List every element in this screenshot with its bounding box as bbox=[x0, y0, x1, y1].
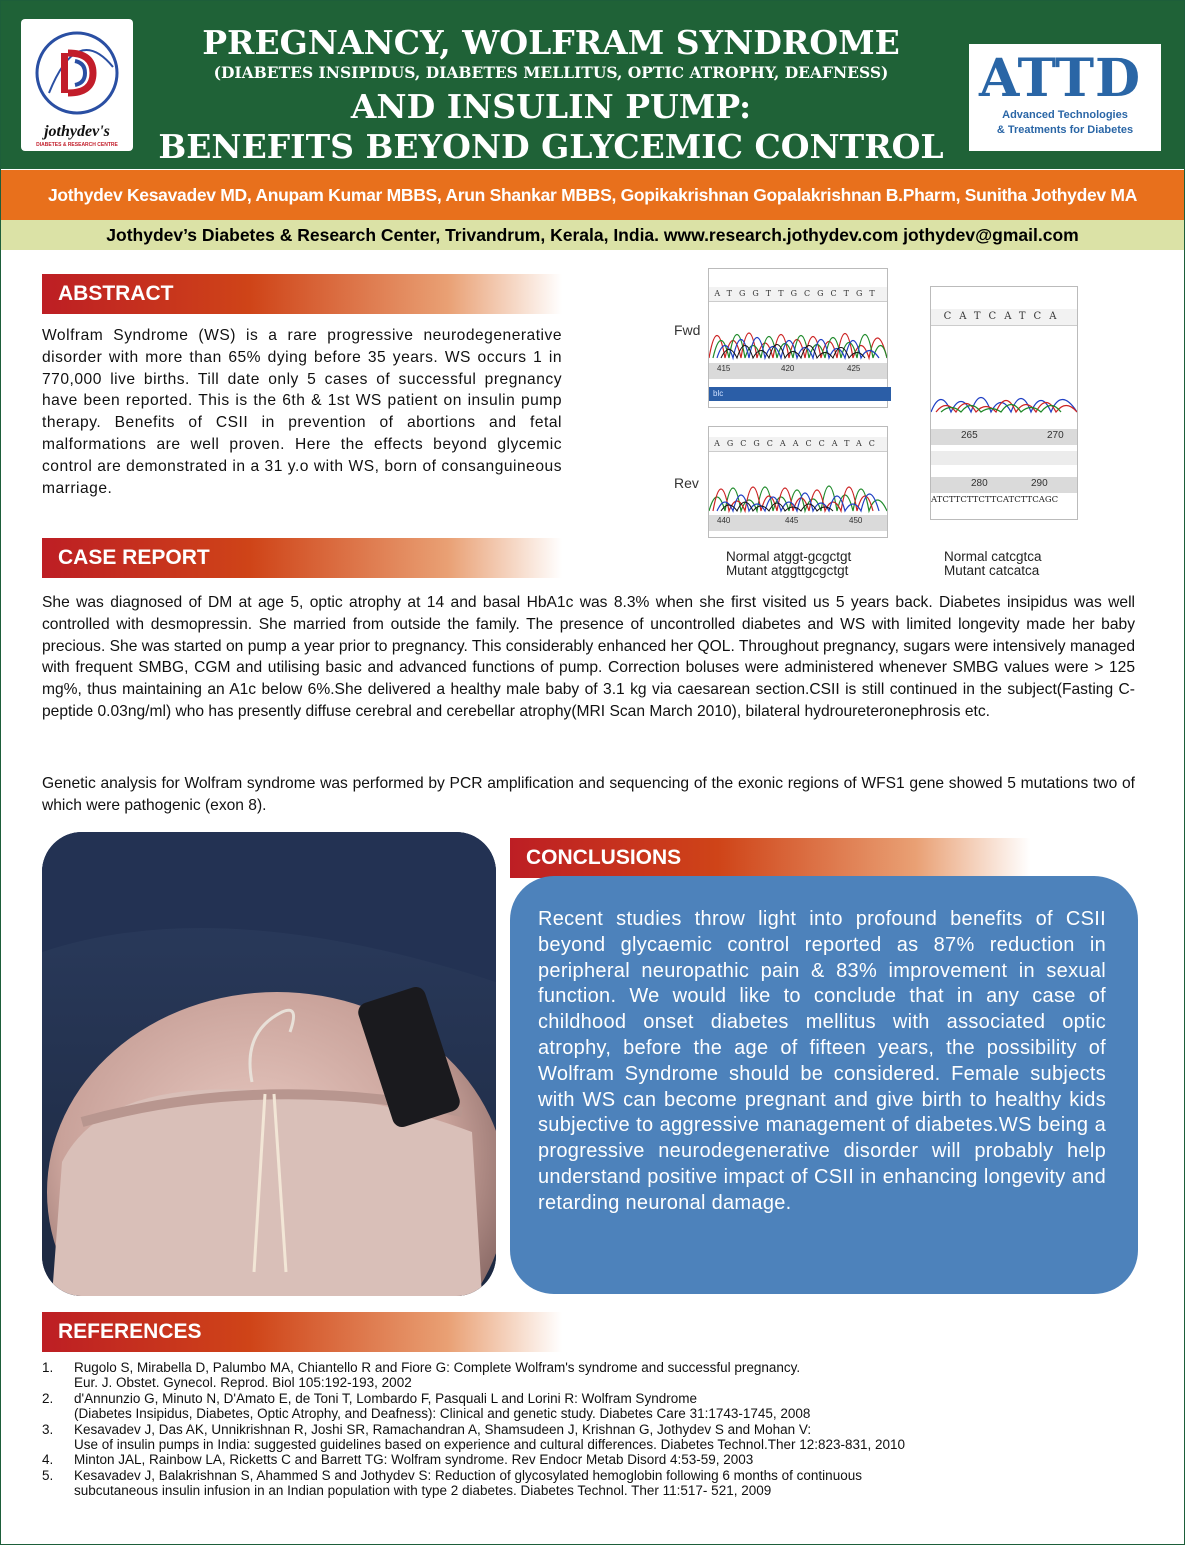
title-line-3: AND INSULIN PUMP: bbox=[350, 87, 752, 126]
right-mutant-caption: Mutant catcatca bbox=[944, 563, 1040, 578]
jothydev-logo bbox=[21, 19, 133, 151]
rev-chromatogram bbox=[708, 426, 888, 538]
right-tick-2: 290 bbox=[1031, 478, 1048, 489]
reference-line: Kesavadev J, Das AK, Unnikrishnan R, Joshi SR, Ramachandran A, Shamsudeen J, Krishnan G, Jothydev S and Mohan V: bbox=[74, 1421, 812, 1437]
fwd-tick: 420 bbox=[781, 364, 795, 373]
references-list bbox=[42, 1360, 1142, 1499]
title-line-1: PREGNANCY, WOLFRAM SYNDROME bbox=[202, 23, 900, 62]
case-report-paragraph-1: She was diagnosed of DM at age 5, optic atrophy at 14 and basal HbA1c was 8.3% when she first visited us 5 years back. Diabetes insipidus was well controlled with desmopressin. She married from outside the family. The presence of uncontrolled diabetes and WS with limited longevity made her baby precious. She was started on pump a year prior to pregnancy. This considerably enhanced her QOL. Throughout pregnancy, sugars were intensively managed with frequent SMBG, CGM and utilising basic and advanced functions of pump. Correction boluses were administered whenever SMBG values were > 125 mg%, thus maintaining an A1c below 6%.She delivered a healthy male baby of 3.1 kg via caesarean section.CSII is still continued in the subject(Fasting C-peptide 0.03ng/ml) who has presently diffuse cerebral and cerebellar atrophy(MRI Scan March 2010), bilateral hydroureteronephrosis etc. bbox=[42, 594, 1135, 720]
reference-item bbox=[42, 1391, 1142, 1422]
abstract-text: Wolfram Syndrome (WS) is a rare progressive neurodegenerative disorder with more than 65% dying before 35 years. WS occurs 1 in 770,000 live births. Till date only 5 cases of successful pregnancy have been reported. This is the 6th & 1st WS patient on insulin pump therapy. Benefits of CSII in prevention of abortions and fetal malformations are well proven. Here the effects beyond glycemic control are demonstrated in a 31 y.o with WS, born of consanguineous marriage. bbox=[42, 327, 562, 497]
references-heading: REFERENCES bbox=[42, 1312, 562, 1352]
rev-tick: 445 bbox=[785, 516, 799, 525]
rev-axis bbox=[709, 515, 887, 531]
fwd-chromatogram bbox=[708, 268, 888, 408]
fwd-tick: 425 bbox=[847, 364, 861, 373]
conclusions-text: Recent studies throw light into profound benefits of CSII beyond glycaemic control reported as 87% reduction in peripheral neuropathic pain & 83% improvement in sexual function. We would like to conclude that in any case of childhood onset diabetes mellitus with associated optic atrophy, before the age of fifteen years, the possibility of Wolfram Syndrome should be considered. Female subjects with WS can become pregnant and give birth to healthy kids subjective to aggressive management of diabetes.WS being a progressive neurodegenerative disorder will probably help understand positive impact of CSII in enhancing longevity and retarding neuronal damage. bbox=[538, 908, 1106, 1214]
attd-wordmark: ATTD bbox=[979, 48, 1142, 109]
attd-subtitle-line-1: Advanced Technologies bbox=[1002, 109, 1128, 121]
reference-number: 2. bbox=[42, 1390, 54, 1406]
reference-line: Kesavadev J, Balakrishnan S, Ahammed S and Jothydev S: Reduction of glycosylated hemoglobin following 6 months of continuous bbox=[74, 1467, 862, 1483]
poster-header bbox=[1, 1, 1184, 169]
logo-emblem-icon bbox=[31, 27, 123, 119]
fwd-axis bbox=[709, 363, 887, 379]
right-sequence: CATCATCA bbox=[931, 309, 1077, 326]
right-tick-2: 280 bbox=[971, 478, 988, 489]
fwd-label: Fwd bbox=[674, 322, 701, 338]
logo-name: jothydev's bbox=[44, 123, 110, 140]
reference-line: Use of insulin pumps in India: suggested guidelines based on experience and cultural differences. Diabetes Technol.Ther 12:823-831, 2010 bbox=[74, 1437, 906, 1453]
right-sequence-2: ATCTTCTTCTTCATCTTCAGC bbox=[931, 495, 1059, 505]
reference-number: 3. bbox=[42, 1421, 54, 1437]
reference-line: Rugolo S, Mirabella D, Palumbo MA, Chiantello R and Fiore G: Complete Wolfram's syndrome and successful pregnancy. bbox=[74, 1360, 801, 1375]
reference-line: subcutaneous insulin infusion in an Indian population with type 2 diabetes. Diabetes Technol. Ther 11:517- 521, 2009 bbox=[74, 1483, 772, 1499]
case-report-heading: CASE REPORT bbox=[42, 538, 562, 578]
attd-subtitle bbox=[969, 108, 1161, 138]
fwd-track-bar: blc bbox=[709, 387, 891, 401]
rev-label: Rev bbox=[674, 475, 699, 491]
left-mutant-caption: Mutant atggttgcgctgt bbox=[726, 563, 849, 578]
fwd-tick: 415 bbox=[717, 364, 731, 373]
logo-subtitle: DIABETES & RESEARCH CENTRE bbox=[36, 142, 118, 148]
fwd-trace-graph bbox=[709, 303, 887, 363]
reference-number: 1. bbox=[42, 1360, 54, 1375]
reference-item bbox=[42, 1452, 1142, 1467]
right-tick: 265 bbox=[961, 430, 978, 441]
reference-item bbox=[42, 1468, 1142, 1499]
authors-bar: Jothydev Kesavadev MD, Anupam Kumar MBBS, Arun Shankar MBBS, Gopikakrishnan Gopalakrishnan B.Pharm, Sunitha Jothydev MA bbox=[1, 170, 1184, 220]
right-spacer bbox=[931, 451, 1077, 465]
right-chromatogram bbox=[930, 286, 1078, 520]
reference-line: Eur. J. Obstet. Gynecol. Reprod. Biol 105:192-193, 2002 bbox=[74, 1375, 412, 1391]
right-trace-graph bbox=[931, 327, 1077, 417]
reference-number: 5. bbox=[42, 1467, 54, 1483]
affiliation-bar: Jothydev’s Diabetes & Research Center, Trivandrum, Kerala, India. www.research.jothydev.com jothydev@gmail.com bbox=[1, 220, 1184, 250]
reference-line: (Diabetes Insipidus, Diabetes, Optic Atrophy, and Deafness): Clinical and genetic study. Diabetes Care 31:1743-1745, 2008 bbox=[74, 1406, 811, 1422]
reference-line: d'Annunzio G, Minuto N, D'Amato E, de Toni T, Lombardo F, Pasquali L and Lorini R: Wolfram Syndrome bbox=[74, 1390, 697, 1406]
attd-subtitle-line-2: & Treatments for Diabetes bbox=[996, 124, 1134, 136]
rev-sequence: AGCGCAACCATAC bbox=[709, 437, 887, 452]
attd-logo bbox=[969, 44, 1161, 151]
right-tick: 270 bbox=[1047, 430, 1064, 441]
rev-tick: 440 bbox=[717, 516, 731, 525]
right-axis-2 bbox=[931, 477, 1077, 493]
insulin-pump-photo bbox=[42, 832, 496, 1296]
case-report-paragraph-2: Genetic analysis for Wolfram syndrome was performed by PCR amplification and sequencing of the exonic regions of WFS1 gene showed 5 mutations two of which were pathogenic (exon 8). bbox=[42, 775, 1135, 814]
fwd-sequence: ATGGTTGCGCTGT bbox=[709, 287, 887, 302]
patient-photo-illustration bbox=[42, 832, 496, 1296]
abstract-heading: ABSTRACT bbox=[42, 274, 562, 314]
right-normal-caption: Normal catcgtca bbox=[944, 549, 1042, 564]
reference-line: Minton JAL, Rainbow LA, Ricketts C and Barrett TG: Wolfram syndrome. Rev Endocr Metab Disord 4:53-59, 2003 bbox=[74, 1452, 754, 1468]
title-line-4: BENEFITS BEYOND GLYCEMIC CONTROL bbox=[158, 127, 944, 166]
right-axis-1 bbox=[931, 429, 1077, 445]
title-line-2: (DIABETES INSIPIDUS, DIABETES MELLITUS, OPTIC ATROPHY, DEAFNESS) bbox=[213, 63, 889, 82]
reference-item bbox=[42, 1360, 1142, 1391]
rev-trace-graph bbox=[709, 453, 887, 515]
left-normal-caption: Normal atggt-gcgctgt bbox=[726, 549, 852, 564]
rev-tick: 450 bbox=[849, 516, 863, 525]
conclusions-heading: CONCLUSIONS bbox=[510, 838, 1030, 878]
reference-number: 4. bbox=[42, 1452, 54, 1468]
reference-item bbox=[42, 1422, 1142, 1453]
